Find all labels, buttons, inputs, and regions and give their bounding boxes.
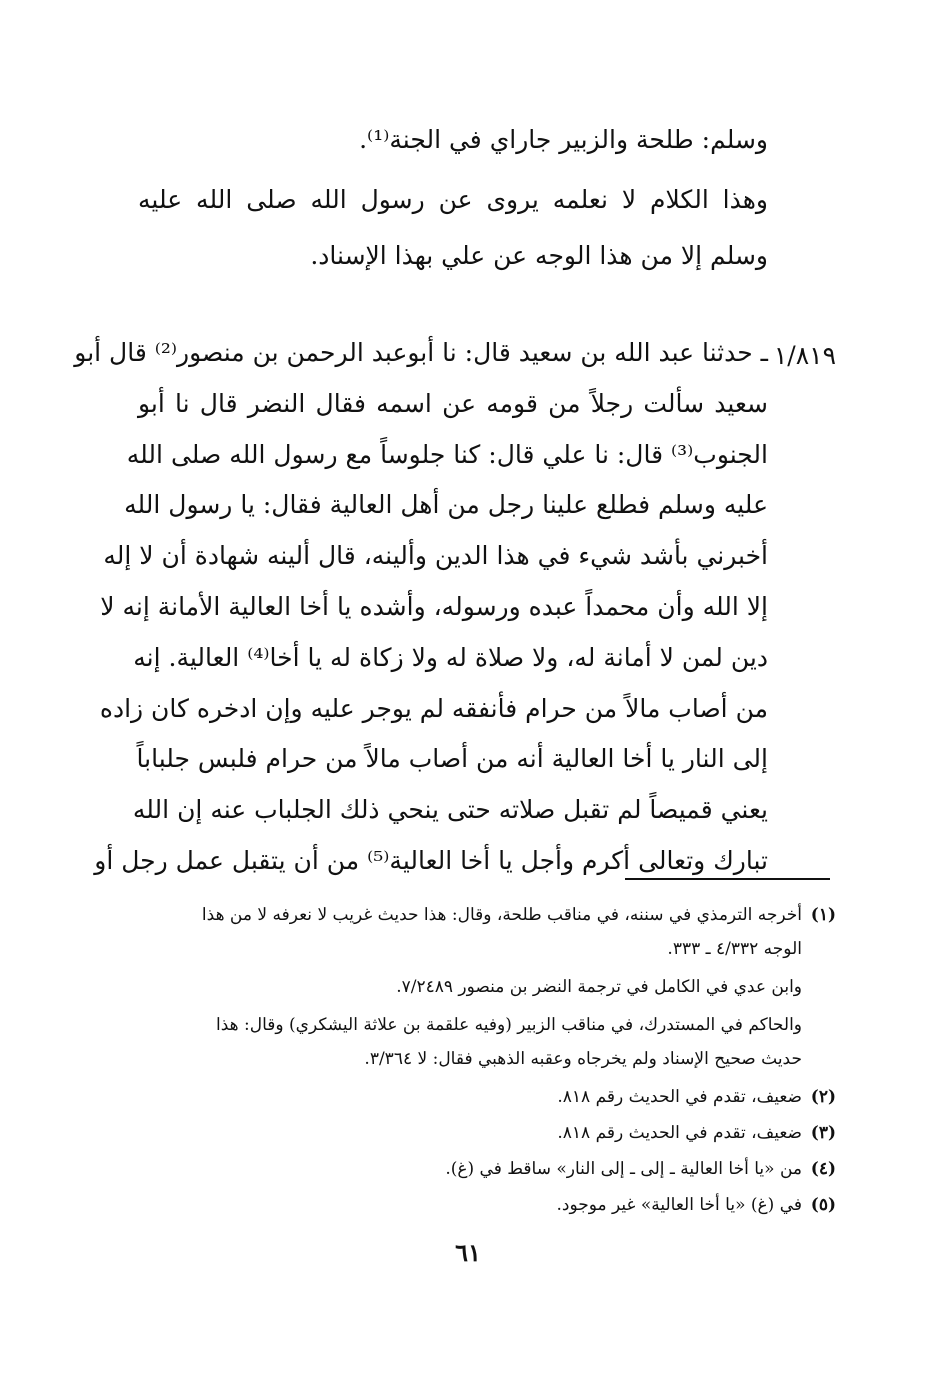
footnote-number: (٣) bbox=[810, 1123, 836, 1143]
footnote-1-line: وابن عدي في الكامل في ترجمة النضر بن منصور ٧/٢٤٨٩. bbox=[396, 977, 802, 997]
paragraph-line: وسلم إلا من هذا الوجه عن علي بهذا الإسناد. bbox=[310, 241, 768, 270]
hadith-line: إلا الله وأن محمداً عبده ورسوله، وأشده يا أخا العالية الأمانة إنه لا bbox=[100, 592, 768, 621]
footnote-text: أخرجه الترمذي في سننه، في مناقب طلحة، وقال: هذا حديث غريب لا نعرفه لا من هذا bbox=[201, 905, 802, 925]
hadith-line: سعيد سألت رجلاً من قومه عن اسمه فقال النضر قال نا أبو bbox=[138, 388, 768, 418]
footnote-number: (٤) bbox=[810, 1159, 836, 1179]
hadith-line: من أصاب مالاً من حرام فأنفقه لم يوجر عليه وإن ادخره كان زاده bbox=[99, 693, 768, 723]
hadith-line: عليه وسلم فطلع علينا رجل من أهل العالية فقال: يا رسول الله bbox=[124, 490, 768, 520]
hadith-line: يعني قميصاً لم تقبل صلاته حتى ينحي ذلك الجلباب عنه إن الله bbox=[132, 795, 768, 825]
footnote-5 bbox=[138, 1190, 836, 1220]
footnote-text: من «يا أخا العالية ـ إلى ـ إلى النار» ساقط في (غ). bbox=[445, 1159, 802, 1179]
footnote-text: في (غ) «يا أخا العالية» غير موجود. bbox=[556, 1195, 802, 1215]
hadith-line: دين لمن لا أمانة له، ولا صلاة له ولا زكاة له يا أخا⁽⁴⁾ العالية. إنه bbox=[133, 642, 768, 672]
footnote-1-line: الوجه ٤/٣٣٢ ـ ٣٣٣. bbox=[667, 939, 802, 959]
hadith-line: تبارك وتعالى أكرم وأجل يا أخا العالية⁽⁵⁾ من أن يتقبل عمل رجل أو bbox=[94, 846, 768, 875]
hadith-line: ـ حدثنا عبد الله بن سعيد قال: نا أبوعبد الرحمن بن منصور⁽²⁾ قال أبو bbox=[74, 338, 768, 367]
footnote-text: ضعيف، تقدم في الحديث رقم ٨١٨. bbox=[557, 1087, 802, 1107]
footnote-number: (٢) bbox=[810, 1087, 836, 1107]
footnote-number: (٥) bbox=[810, 1195, 836, 1215]
paragraph-line: وسلم: طلحة والزبير جاراي في الجنة⁽¹⁾. bbox=[359, 125, 768, 154]
hadith-line: الجنوب⁽³⁾ قال: نا علي قال: كنا جلوساً مع رسول الله صلى الله bbox=[126, 439, 768, 469]
page-number: ٦١ bbox=[455, 1238, 481, 1267]
footnote-1-line: حديث صحيح الإسناد ولم يخرجاه وعقبه الذهبي فقال: لا ٣/٣٦٤. bbox=[364, 1049, 802, 1069]
footnote-1-line: والحاكم في المستدرك، في مناقب الزبير (وفيه علقمة بن علاثة اليشكري) وقال: هذا bbox=[216, 1015, 802, 1035]
hadith-line: إلى النار يا أخا العالية أنه من أصاب مالاً من حرام فلبس جلباباً bbox=[136, 744, 768, 774]
footnote-number: (١) bbox=[810, 905, 836, 925]
hadith-line: أخبرني بأشد شيء في هذا الدين وألينه، قال ألينه شهادة أن لا إله bbox=[103, 541, 768, 571]
hadith-number: ١/٨١٩ bbox=[773, 341, 836, 370]
footnote-text: ضعيف، تقدم في الحديث رقم ٨١٨. bbox=[557, 1123, 802, 1143]
footnote-1 bbox=[138, 900, 836, 930]
paragraph-line: وهذا الكلام لا نعلمه يروى عن رسول الله صلى الله عليه bbox=[138, 185, 768, 214]
footnote-4 bbox=[138, 1154, 836, 1184]
footnote-2 bbox=[138, 1082, 836, 1112]
footnote-3 bbox=[138, 1118, 836, 1148]
